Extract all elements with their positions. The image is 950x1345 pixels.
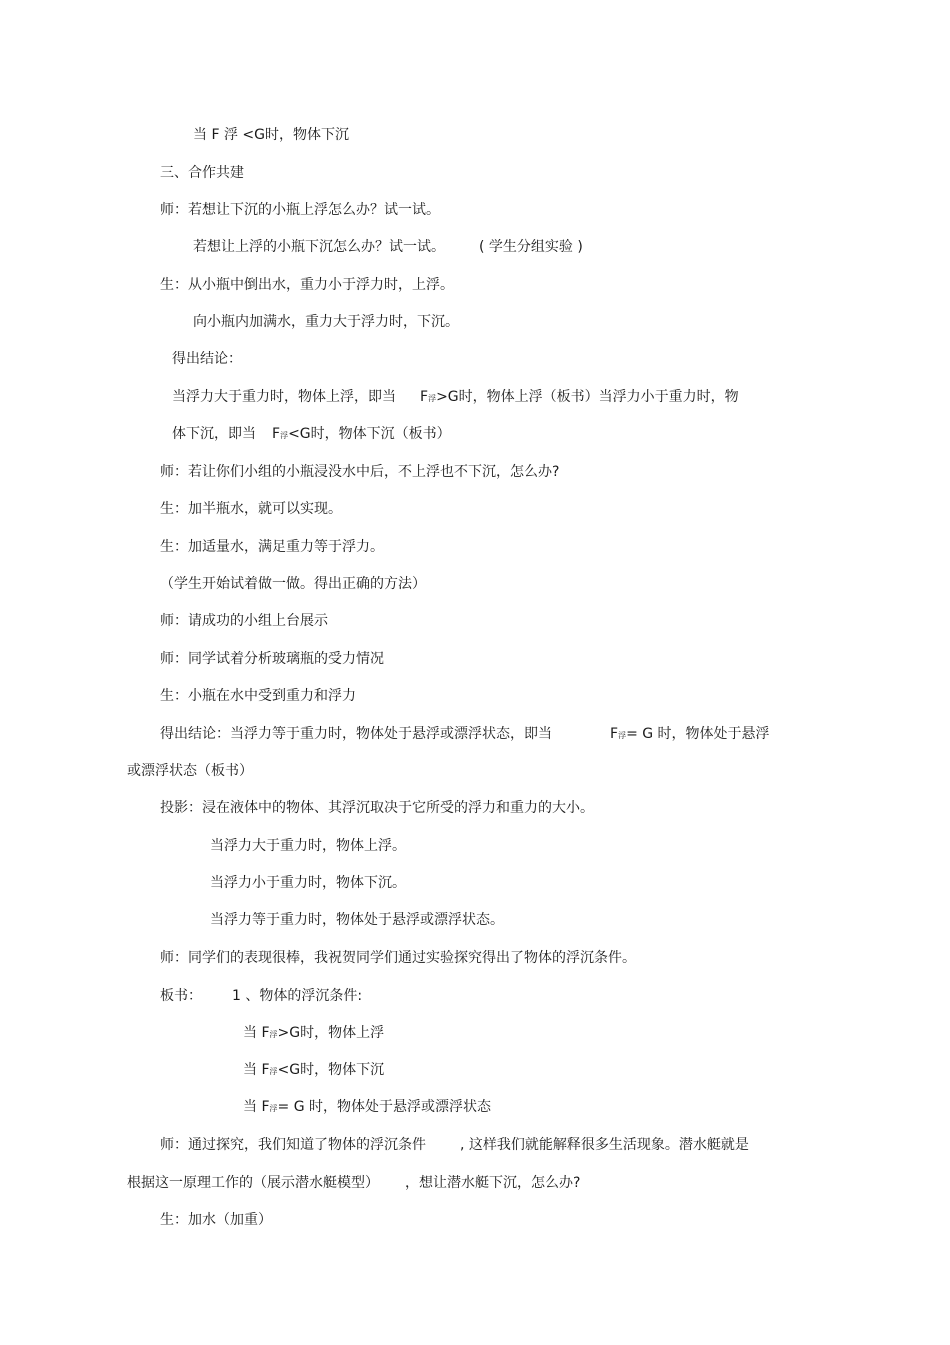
- text-line-12: 生：加适量水，满足重力等于浮力。: [160, 539, 384, 555]
- text-line-23: 师：同学们的表现很棒，我祝贺同学们通过实验探究得出了物体的浮沉条件。: [160, 950, 636, 966]
- text-line-1: 当 F 浮 <G时，物体下沉: [193, 127, 349, 143]
- text-line-25: [243, 1024, 384, 1044]
- text-line-25-part-1: 当 F: [243, 1025, 270, 1041]
- text-line-8: [172, 388, 739, 408]
- text-line-6: 向小瓶内加满水，重力大于浮力时，下沉。: [193, 314, 459, 330]
- text-line-18: 或漂浮状态（板书）: [127, 763, 253, 779]
- subscript-fu: 浮: [428, 394, 437, 403]
- text-line-28-part-2: , 这样我们就能解释很多生活现象。潜水艇就是: [460, 1137, 749, 1153]
- text-line-30: 生：加水（加重）: [160, 1212, 272, 1228]
- text-line-16: 生：小瓶在水中受到重力和浮力: [160, 688, 356, 704]
- subscript-fu: 浮: [618, 731, 627, 740]
- text-line-9-part-2: <G时，物体下沉（板书）: [288, 426, 451, 442]
- text-line-29-part-2: ，想让潜水艇下沉，怎么办?: [405, 1175, 581, 1191]
- text-line-19: 投影：浸在液体中的物体、其浮沉取决于它所受的浮力和重力的大小。: [160, 800, 594, 816]
- symbol-f: F: [272, 426, 281, 442]
- symbol-f: F: [420, 389, 429, 405]
- text-line-13: （学生开始试着做一做。得出正确的方法）: [160, 576, 426, 592]
- subscript-fu: 浮: [269, 1104, 278, 1113]
- subscript-fu: 浮: [280, 431, 289, 440]
- text-line-26-part-1: 当 F: [243, 1062, 270, 1078]
- text-line-24: [160, 987, 362, 1005]
- board-label: 板书：: [160, 988, 202, 1004]
- text-line-4-note: ( 学生分组实验 ): [479, 239, 583, 255]
- subscript-fu: 浮: [269, 1030, 278, 1039]
- text-line-17-part-2: = G 时，物体处于悬浮: [626, 726, 770, 742]
- text-line-7: 得出结论：: [172, 351, 242, 367]
- text-line-27: [243, 1098, 491, 1118]
- text-line-27-part-1: 当 F: [243, 1099, 270, 1115]
- text-line-3: 师：若想让下沉的小瓶上浮怎么办？试一试。: [160, 202, 440, 218]
- text-line-28: [160, 1136, 749, 1154]
- text-line-9: [172, 425, 451, 445]
- text-line-29-part-1: 根据这一原理工作的（展示潜水艇模型）: [127, 1175, 379, 1191]
- text-line-15: 师：同学试着分析玻璃瓶的受力情况: [160, 651, 384, 667]
- text-line-10: 师：若让你们小组的小瓶浸没水中后，不上浮也不下沉，怎么办?: [160, 464, 560, 480]
- text-line-5: 生：从小瓶中倒出水，重力小于浮力时，上浮。: [160, 277, 454, 293]
- text-line-4: [193, 238, 583, 256]
- symbol-f: F: [610, 726, 619, 742]
- text-line-11: 生：加半瓶水，就可以实现。: [160, 501, 342, 517]
- text-line-25-part-2: >G时，物体上浮: [277, 1025, 385, 1041]
- text-line-26-part-2: <G时，物体下沉: [277, 1062, 385, 1078]
- text-line-22: 当浮力等于重力时，物体处于悬浮或漂浮状态。: [210, 912, 504, 928]
- text-line-8-part-2: >G时，物体上浮（板书）当浮力小于重力时，物: [436, 389, 739, 405]
- text-line-28-part-1: 师：通过探究，我们知道了物体的浮沉条件: [160, 1137, 426, 1153]
- text-line-17: [160, 725, 770, 745]
- subscript-fu: 浮: [269, 1067, 278, 1076]
- text-line-26: [243, 1061, 384, 1081]
- text-line-21: 当浮力小于重力时，物体下沉。: [210, 875, 406, 891]
- section-heading: 三、合作共建: [160, 165, 244, 181]
- text-line-17-part-1: 得出结论：当浮力等于重力时，物体处于悬浮或漂浮状态，即当: [160, 726, 552, 742]
- text-line-27-part-2: = G 时，物体处于悬浮或漂浮状态: [277, 1099, 491, 1115]
- board-item-title: 1 、物体的浮沉条件:: [232, 988, 363, 1004]
- text-line-8-part-1: 当浮力大于重力时，物体上浮，即当: [172, 389, 396, 405]
- text-line-9-part-1: 体下沉，即当: [172, 426, 256, 442]
- text-line-14: 师：请成功的小组上台展示: [160, 613, 328, 629]
- text-line-20: 当浮力大于重力时，物体上浮。: [210, 838, 406, 854]
- text-line-4-main: 若想让上浮的小瓶下沉怎么办？试一试。: [193, 239, 445, 255]
- text-line-29: [127, 1174, 580, 1192]
